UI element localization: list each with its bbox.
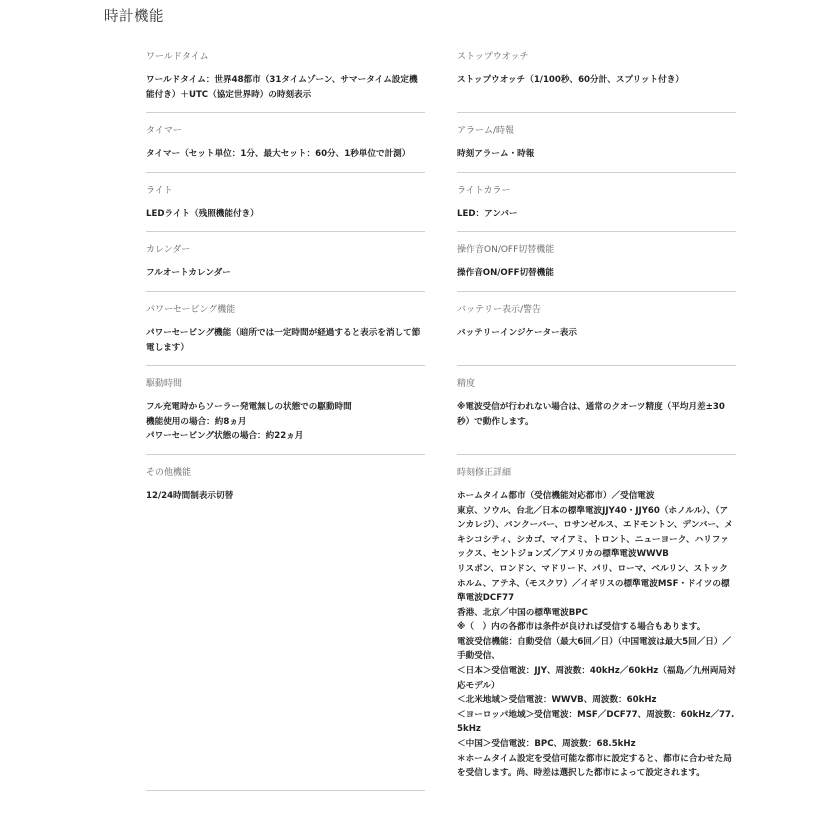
- detail-line: ＜北米地域＞受信電波：WWVB、周波数：60kHz: [457, 695, 657, 706]
- spec-alarm: [457, 124, 736, 173]
- detail-line: ＜日本＞受信電波：JJY、周波数：40kHz／60kHz（福島／九州両局対応モデル）: [457, 666, 736, 691]
- detail-line: 香港、北京／中国の標準電波BPC: [457, 607, 588, 618]
- spec-other-functions: [146, 466, 425, 791]
- spec-value: 操作音ON/OFF切替機能: [457, 268, 554, 279]
- detail-line: ※（ ）内の各都市は条件が良ければ受信する場合もあります。: [457, 622, 706, 633]
- spec-accuracy: [457, 377, 736, 455]
- spec-value: ※電波受信が行われない場合は、通常のクオーツ精度（平均月差±30秒）で動作します。: [457, 402, 725, 427]
- spec-operating-time: [146, 377, 425, 455]
- spec-value: [457, 489, 736, 781]
- detail-line: ホームタイム都市（受信機能対応都市）／受信電波: [457, 490, 655, 501]
- spec-label: 駆動時間: [146, 379, 183, 390]
- spec-value: フル充電時からソーラー発電無しの状態での駆動時間 機能使用の場合：約8ヵ月 パワーセービング状態の場合：約22ヵ月: [146, 402, 352, 442]
- spec-label: 精度: [457, 379, 476, 390]
- spec-sound-toggle: [457, 243, 736, 292]
- detail-line: 電波受信機能：自動受信（最大6回／日）（中国電波は最大5回／日）／手動受信、: [457, 636, 732, 662]
- spec-label: その他機能: [146, 467, 192, 478]
- spec-value: ワールドタイム：世界48都市（31タイムゾーン、サマータイム設定機能付き）＋UTC（協定世界時）の時刻表示: [146, 75, 418, 100]
- detail-line: 東京、ソウル、台北／日本の標準電波JJY40・JJY60（ホノルル）、（アンカレジ）、バンクーバー、ロサンゼルス、エドモントン、デンバー、メキシコシティ、シカゴ、マイアミ、トロント、ニューヨーク、ハリファックス、セントジョンズ／アメリカの標準電波WWVB: [457, 505, 733, 560]
- spec-value: タイマー（セット単位：1分、最大セット：60分、1秒単位で計測）: [146, 149, 411, 160]
- spec-timer: [146, 124, 425, 173]
- spec-value: 12/24時間制表示切替: [146, 490, 234, 501]
- detail-line: ＜ヨーロッパ地域＞受信電波：MSF／DCF77、周波数：60kHz／77.5kHz: [457, 709, 735, 735]
- spec-value: LEDライト（残照機能付き）: [146, 208, 259, 219]
- spec-grid: [146, 50, 736, 802]
- spec-time-adjust-details: [457, 466, 736, 791]
- spec-label: カレンダー: [146, 245, 191, 256]
- spec-value: パワーセービング機能（暗所では一定時間が経過すると表示を消して節電します）: [146, 327, 421, 353]
- spec-calendar: [146, 243, 425, 292]
- spec-label: ライト: [146, 185, 173, 196]
- spec-label: 操作音ON/OFF切替機能: [457, 245, 555, 256]
- spec-label: ワールドタイム: [146, 52, 209, 62]
- spec-label: タイマー: [146, 126, 182, 137]
- spec-label: パワーセービング機能: [146, 304, 236, 315]
- spec-power-saving: [146, 303, 425, 366]
- spec-value: 時刻アラーム・時報: [457, 149, 535, 160]
- spec-value: フルオートカレンダー: [146, 268, 231, 279]
- spec-label: ライトカラー: [457, 185, 511, 196]
- spec-label: ストップウオッチ: [457, 52, 529, 62]
- page-title: 時計機能: [104, 9, 164, 25]
- spec-value: ストップウオッチ（1/100秒、60分計、スプリット付き）: [457, 75, 684, 85]
- spec-label: バッテリー表示/警告: [457, 304, 542, 315]
- spec-light-color: [457, 184, 736, 233]
- detail-line: ＊ホームタイム設定を受信可能な都市に設定すると、都市に合わせた局を受信します。尚、時差は選択した都市によって設定されます。: [457, 753, 732, 779]
- spec-label: 時刻修正詳細: [457, 467, 512, 478]
- spec-value: バッテリーインジケーター表示: [457, 327, 577, 338]
- spec-stopwatch: [457, 50, 736, 113]
- spec-label: アラーム/時報: [457, 126, 515, 137]
- spec-light: [146, 184, 425, 233]
- detail-line: ＜中国＞受信電波：BPC、周波数：68.5kHz: [457, 739, 636, 750]
- spec-value: LED：アンバー: [457, 208, 518, 219]
- spec-world-time: [146, 50, 425, 113]
- spec-battery: [457, 303, 736, 366]
- detail-line: リスボン、ロンドン、マドリード、パリ、ローマ、ベルリン、ストックホルム、アテネ、（モスクワ）／イギリスの標準電波MSF・ドイツの標準電波DCF77: [457, 563, 730, 604]
